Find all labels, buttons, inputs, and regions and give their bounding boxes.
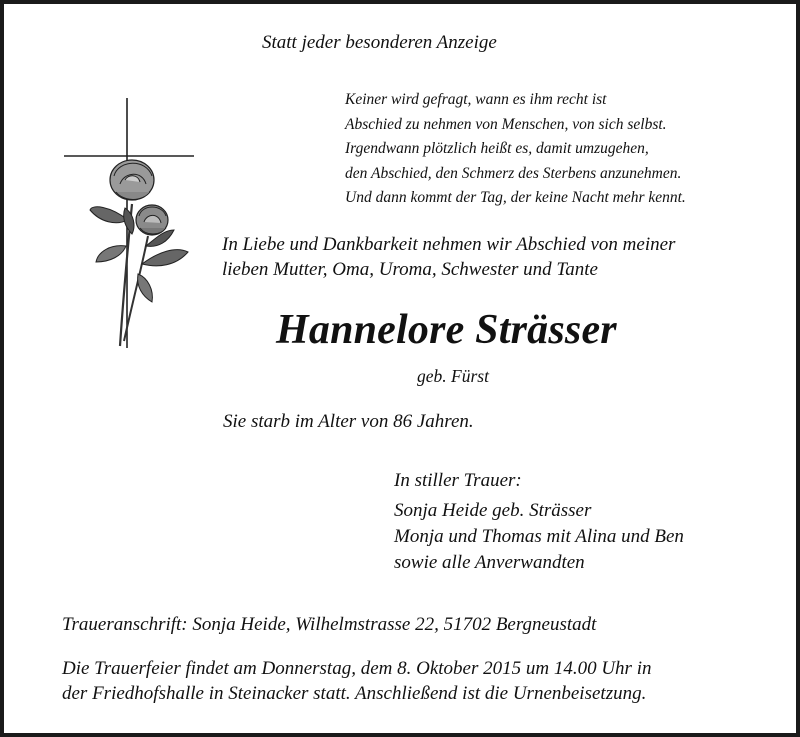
header-line: Statt jeder besonderen Anzeige [262,32,497,53]
deceased-name: Hannelore Strässer [276,307,617,353]
funeral-line: Die Trauerfeier findet am Donnerstag, dem 8. Oktober 2015 um 14.00 Uhr in [62,658,652,679]
poem [345,88,686,211]
poem-line: Keiner wird gefragt, wann es ihm recht ist [345,91,607,108]
poem-line: den Abschied, den Schmerz des Sterbens anzunehmen. [345,164,682,182]
poem-line: Irgendwann plötzlich heißt es, damit umzugehen, [345,140,649,157]
intro-line: lieben Mutter, Oma, Uroma, Schwester und Tante [222,259,598,280]
mourners-block [394,468,684,576]
intro-line: In Liebe und Dankbarkeit nehmen wir Abschied von meiner [222,234,676,255]
intro-text [222,232,675,282]
mourner-line: Sonja Heide geb. Strässer [394,500,592,521]
age-line: Sie starb im Alter von 86 Jahren. [223,411,474,432]
mourner-line: Monja und Thomas mit Alina und Ben [394,526,684,547]
birth-name: geb. Fürst [417,366,489,386]
cross-with-roses-icon [62,96,202,356]
poem-line: Abschied zu nehmen von Menschen, von sich selbst. [345,115,667,133]
mourners-heading: In stiller Trauer: [394,470,522,491]
funeral-info [62,656,651,706]
poem-line: Und dann kommt der Tag, der keine Nacht mehr kennt. [345,189,686,206]
mourner-line: sowie alle Anverwandten [394,552,585,573]
mourning-address: Traueranschrift: Sonja Heide, Wilhelmstrasse 22, 51702 Bergneustadt [62,614,597,635]
funeral-line: der Friedhofshalle in Steinacker statt. Anschließend ist die Urnenbeisetzung. [62,683,647,704]
